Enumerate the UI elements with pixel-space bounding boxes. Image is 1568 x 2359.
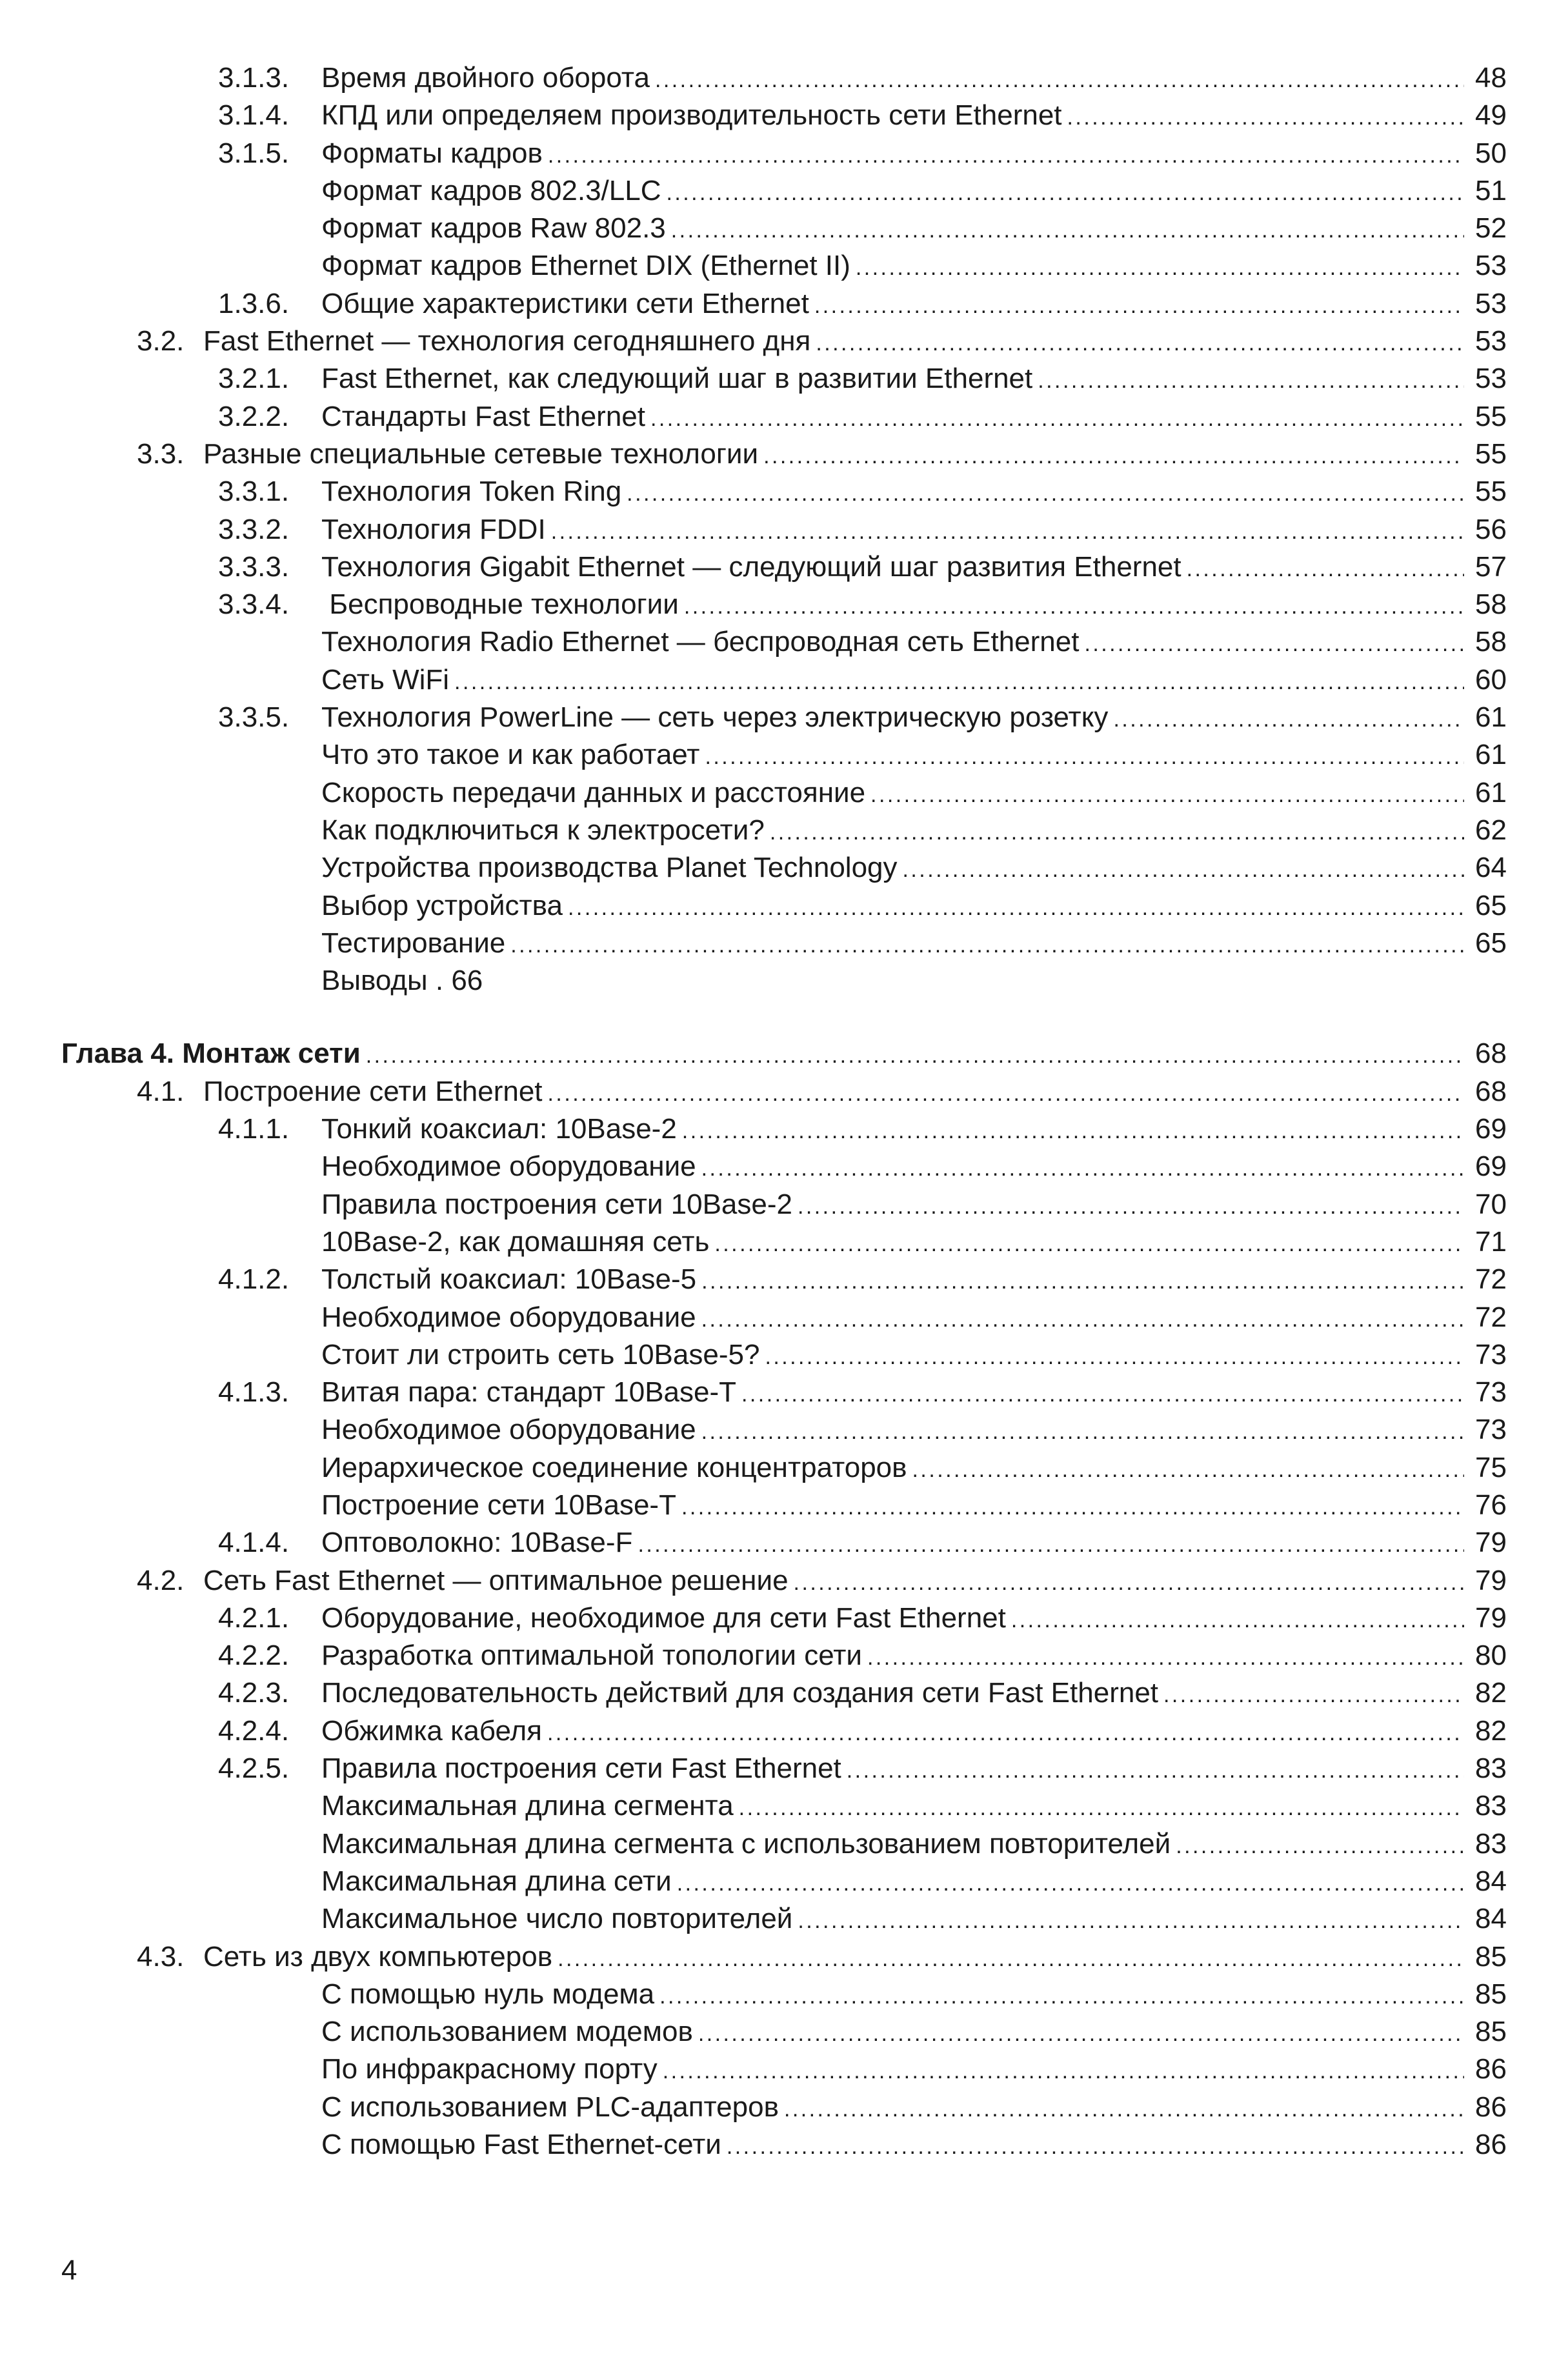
- toc-leader-dots: [568, 889, 1464, 927]
- toc-entry-title: Выбор устройства: [321, 889, 563, 921]
- toc-leader-dots: [798, 1188, 1464, 1225]
- toc-entry-page: 73: [1475, 1338, 1507, 1370]
- toc-entry[interactable]: [61, 849, 1507, 887]
- toc-leader-dots: [912, 1451, 1464, 1489]
- toc-entry-title: КПД или определяем производительность сети Ethernet: [321, 99, 1062, 132]
- toc-entry-title: Построение сети 10Base-T: [321, 1489, 676, 1521]
- toc-entry[interactable]: [61, 1299, 1507, 1336]
- toc-entry[interactable]: [61, 1674, 1507, 1712]
- toc-entry-page: 68: [1475, 1075, 1507, 1107]
- toc-leader-dots: [650, 400, 1464, 437]
- toc-leader-dots: [705, 738, 1464, 776]
- toc-leader-dots: [701, 1263, 1464, 1300]
- toc-entry[interactable]: [61, 360, 1507, 397]
- toc-entry-page: 62: [1475, 814, 1507, 846]
- toc-entry[interactable]: [61, 1110, 1507, 1148]
- toc-entry-title: По инфракрасному порту: [321, 2053, 658, 2085]
- toc-entry-page: 52: [1475, 212, 1507, 245]
- toc-entry-page: 75: [1475, 1451, 1507, 1483]
- toc-entry-title: Сеть Fast Ethernet — оптимальное решение: [203, 1564, 789, 1596]
- toc-leader-dots: [698, 2015, 1464, 2053]
- toc-leader-dots: [798, 1902, 1464, 1940]
- toc-leader-dots: [366, 1037, 1464, 1074]
- toc-leader-dots: [1067, 99, 1464, 136]
- toc-entry-page: 69: [1475, 1150, 1507, 1183]
- toc-entry-title: Оптоволокно: 10Base-F: [321, 1527, 633, 1559]
- toc-entry-number: 3.1.4.: [218, 99, 290, 132]
- toc-entry[interactable]: [61, 586, 1507, 623]
- toc-entry[interactable]: [61, 925, 1507, 962]
- toc-entry-page: 82: [1475, 1714, 1507, 1747]
- toc-leader-dots: [1187, 550, 1464, 588]
- toc-leader-dots: [1176, 1827, 1464, 1865]
- toc-entry-page: 53: [1475, 250, 1507, 282]
- toc-leader-dots: [1163, 1676, 1464, 1714]
- toc-entry-page: 83: [1475, 1790, 1507, 1822]
- toc-entry-title: Время двойного оборота: [321, 62, 650, 94]
- toc-entry-page: 83: [1475, 1752, 1507, 1785]
- toc-entry-number: 4.1.3.: [218, 1376, 290, 1409]
- toc-entry[interactable]: [61, 699, 1507, 736]
- toc-entry-title: 10Base-2, как домашняя сеть: [321, 1225, 710, 1258]
- toc-entry-number: 4.2.2.: [218, 1640, 290, 1672]
- toc-entry[interactable]: [61, 1863, 1507, 1900]
- toc-leader-dots: [666, 174, 1464, 212]
- toc-entry-number: 4.1.4.: [218, 1527, 290, 1559]
- toc-leader-dots: [663, 2053, 1464, 2090]
- toc-entry-number: 3.3.5.: [218, 701, 290, 734]
- toc-leader-dots: [684, 588, 1464, 625]
- toc-leader-dots: [867, 1639, 1464, 1676]
- toc-entry[interactable]: [61, 2013, 1507, 2051]
- toc-entry-page: 80: [1475, 1640, 1507, 1672]
- toc-leader-dots: [1113, 701, 1464, 738]
- toc-leader-dots: [1038, 362, 1464, 399]
- toc-entry-title: Формат кадров Ethernet DIX (Ethernet II): [321, 250, 850, 282]
- table-of-contents: [61, 59, 1507, 2163]
- toc-entry-number: 4.2.1.: [218, 1601, 290, 1634]
- toc-entry-title: Необходимое оборудование: [321, 1150, 696, 1183]
- toc-leader-dots: [677, 1865, 1464, 1902]
- toc-entry[interactable]: [61, 774, 1507, 812]
- toc-entry-title: Правила построения сети 10Base-2: [321, 1188, 792, 1220]
- toc-entry-title: Как подключиться к электросети?: [321, 814, 765, 846]
- toc-entry[interactable]: [61, 548, 1507, 586]
- toc-entry-number: 4.2.5.: [218, 1752, 290, 1785]
- toc-entry[interactable]: [61, 736, 1507, 774]
- toc-entry-number: 4.1.2.: [218, 1263, 290, 1296]
- toc-entry-page: 84: [1475, 1865, 1507, 1897]
- toc-entry[interactable]: [61, 2089, 1507, 2126]
- toc-entry-title: Правила построения сети Fast Ethernet: [321, 1752, 841, 1785]
- toc-entry[interactable]: [61, 623, 1507, 661]
- toc-leader-dots: [794, 1564, 1464, 1601]
- toc-entry[interactable]: [61, 1449, 1507, 1487]
- toc-entry-title: Формат кадров Raw 802.3: [321, 212, 666, 245]
- toc-leader-dots: [682, 1112, 1464, 1150]
- toc-entry-page: 64: [1475, 852, 1507, 884]
- toc-entry-page: 79: [1475, 1601, 1507, 1634]
- toc-entry-page: 71: [1475, 1225, 1507, 1258]
- toc-entry-page: 48: [1475, 62, 1507, 94]
- toc-entry-page: 61: [1475, 739, 1507, 771]
- toc-entry-number: 3.3.4.: [218, 588, 290, 621]
- toc-entry-number: 3.1.5.: [218, 137, 290, 169]
- toc-entry[interactable]: [61, 135, 1507, 172]
- toc-entry-page: 53: [1475, 363, 1507, 395]
- toc-entry-page: 83: [1475, 1827, 1507, 1860]
- toc-entry-title: Разные специальные сетевые технологии: [203, 437, 759, 470]
- toc-entry-page: 70: [1475, 1188, 1507, 1220]
- toc-entry[interactable]: [61, 1637, 1507, 1674]
- toc-entry-page: 76: [1475, 1489, 1507, 1521]
- toc-entry-title: Максимальная длина сегмента: [321, 1790, 734, 1822]
- toc-entry-title: Технология Radio Ethernet — беспроводная сеть Ethernet: [321, 626, 1080, 658]
- toc-leader-dots: [816, 325, 1464, 362]
- toc-leader-dots: [784, 2091, 1464, 2128]
- toc-entry-title: Беспроводные технологии: [321, 588, 679, 621]
- toc-leader-dots: [551, 513, 1464, 550]
- toc-leader-dots: [741, 1376, 1464, 1413]
- toc-entry[interactable]: [61, 210, 1507, 247]
- toc-entry[interactable]: [61, 1825, 1507, 1863]
- toc-entry-number: 3.3.1.: [218, 476, 290, 508]
- toc-leader-dots: [763, 437, 1464, 475]
- toc-entry-title: Выводы . 66: [321, 965, 483, 997]
- toc-entry-title: Сеть WiFi: [321, 663, 450, 696]
- toc-entry[interactable]: [61, 285, 1507, 323]
- toc-leader-dots: [714, 1225, 1464, 1263]
- toc-entry[interactable]: [61, 812, 1507, 849]
- toc-entry-title: С использованием модемов: [321, 2016, 693, 2048]
- toc-entry[interactable]: [61, 323, 1507, 360]
- toc-entry-page: 60: [1475, 663, 1507, 696]
- toc-entry-title: Иерархическое соединение концентраторов: [321, 1451, 907, 1483]
- toc-entry[interactable]: [61, 1562, 1507, 1600]
- toc-entry-title: Сеть из двух компьютеров: [203, 1940, 553, 1973]
- toc-entry-page: 53: [1475, 325, 1507, 357]
- toc-entry-title: Разработка оптимальной топологии сети: [321, 1640, 862, 1672]
- toc-leader-dots: [814, 287, 1464, 325]
- toc-entry[interactable]: [61, 59, 1507, 97]
- toc-entry-title: Глава 4. Монтаж сети: [61, 1038, 361, 1070]
- toc-entry-title: Скорость передачи данных и расстояние: [321, 776, 866, 808]
- toc-entry-title: Построение сети Ethernet: [203, 1075, 543, 1107]
- toc-entry[interactable]: [61, 1411, 1507, 1449]
- page-number: 4: [61, 2254, 77, 2286]
- toc-entry[interactable]: [61, 1900, 1507, 1938]
- toc-entry-page: 55: [1475, 437, 1507, 470]
- toc-entry[interactable]: [61, 1261, 1507, 1298]
- toc-entry-page: 65: [1475, 889, 1507, 921]
- toc-entry-page: 85: [1475, 1978, 1507, 2010]
- toc-entry-number: 3.1.3.: [218, 62, 290, 94]
- toc-entry-number: 3.2.1.: [218, 363, 290, 395]
- toc-entry-page: 61: [1475, 701, 1507, 734]
- toc-entry-number: 3.2.2.: [218, 400, 290, 432]
- toc-entry[interactable]: [61, 2051, 1507, 2088]
- toc-entry[interactable]: [61, 1073, 1507, 1110]
- toc-leader-dots: [701, 1413, 1464, 1451]
- toc-entry-title: Технология FDDI: [321, 513, 546, 545]
- toc-entry[interactable]: [61, 1712, 1507, 1750]
- toc-entry-page: 82: [1475, 1677, 1507, 1709]
- toc-entry[interactable]: [61, 1938, 1507, 1976]
- toc-entry-title: Оборудование, необходимое для сети Fast Ethernet: [321, 1601, 1006, 1634]
- toc-entry[interactable]: [61, 436, 1507, 473]
- toc-entry-page: 84: [1475, 1903, 1507, 1935]
- toc-entry-page: 49: [1475, 99, 1507, 132]
- toc-leader-dots: [510, 927, 1464, 964]
- toc-leader-dots: [870, 776, 1464, 814]
- toc-entry-page: 51: [1475, 174, 1507, 206]
- toc-entry-title: Необходимое оборудование: [321, 1414, 696, 1446]
- toc-entry[interactable]: [61, 511, 1507, 548]
- toc-entry[interactable]: [61, 661, 1507, 699]
- toc-entry-page: 65: [1475, 927, 1507, 959]
- toc-leader-dots: [627, 475, 1464, 512]
- toc-entry-page: 55: [1475, 476, 1507, 508]
- toc-entry[interactable]: [61, 1976, 1507, 2013]
- toc-entry-number: 3.3.2.: [218, 513, 290, 545]
- toc-leader-dots: [547, 1714, 1464, 1752]
- toc-leader-dots: [1084, 625, 1464, 663]
- toc-entry-title: С помощью Fast Ethernet-сети: [321, 2129, 721, 2161]
- toc-entry[interactable]: [61, 1524, 1507, 1561]
- toc-entry-number: 3.3.: [137, 437, 185, 470]
- toc-entry[interactable]: [61, 1148, 1507, 1185]
- toc-entry-title: Технология Gigabit Ethernet — следующий шаг развития Ethernet: [321, 550, 1181, 583]
- toc-leader-dots: [727, 2128, 1464, 2165]
- toc-leader-dots: [681, 1489, 1464, 1526]
- toc-leader-dots: [701, 1150, 1464, 1187]
- toc-entry-page: 85: [1475, 1940, 1507, 1973]
- toc-entry-title: Технология Token Ring: [321, 476, 622, 508]
- toc-entry-page: 85: [1475, 2016, 1507, 2048]
- toc-entry-number: 3.3.3.: [218, 550, 290, 583]
- toc-leader-dots: [765, 1338, 1464, 1376]
- toc-entry-title: Максимальная длина сегмента с использованием повторителей: [321, 1827, 1171, 1860]
- toc-entry[interactable]: [61, 1750, 1507, 1787]
- toc-entry-page: 53: [1475, 287, 1507, 319]
- toc-entry[interactable]: [61, 172, 1507, 210]
- toc-leader-dots: [1011, 1601, 1464, 1639]
- toc-entry-page: 79: [1475, 1564, 1507, 1596]
- toc-entry-number: 1.3.6.: [218, 287, 290, 319]
- toc-entry[interactable]: [61, 1223, 1507, 1261]
- toc-entry-number: 4.2.3.: [218, 1677, 290, 1709]
- toc-entry-page: 79: [1475, 1527, 1507, 1559]
- toc-leader-dots: [558, 1940, 1464, 1978]
- toc-entry[interactable]: [61, 398, 1507, 436]
- toc-entry[interactable]: [61, 247, 1507, 285]
- toc-entry-page: 61: [1475, 776, 1507, 808]
- toc-entry-title: Технология PowerLine — сеть через электрическую розетку: [321, 701, 1109, 734]
- toc-entry[interactable]: [61, 473, 1507, 510]
- toc-entry-page: 72: [1475, 1301, 1507, 1333]
- toc-entry-title: Витая пара: стандарт 10Base-T: [321, 1376, 737, 1409]
- toc-entry-page: 69: [1475, 1113, 1507, 1145]
- toc-entry-page: 50: [1475, 137, 1507, 169]
- toc-leader-dots: [739, 1789, 1464, 1827]
- toc-entry[interactable]: [61, 962, 1507, 999]
- toc-entry-page: 68: [1475, 1038, 1507, 1070]
- toc-entry-title: Обжимка кабеля: [321, 1714, 543, 1747]
- toc-chapter-entry[interactable]: [61, 1035, 1507, 1072]
- toc-entry[interactable]: [61, 1186, 1507, 1223]
- toc-entry-page: 86: [1475, 2053, 1507, 2085]
- toc-entry[interactable]: [61, 2126, 1507, 2163]
- toc-entry-title: Необходимое оборудование: [321, 1301, 696, 1333]
- toc-leader-dots: [655, 61, 1464, 99]
- toc-leader-dots: [454, 663, 1464, 701]
- toc-leader-dots: [671, 212, 1464, 249]
- toc-entry-page: 72: [1475, 1263, 1507, 1296]
- toc-entry[interactable]: [61, 1600, 1507, 1637]
- toc-entry[interactable]: [61, 1374, 1507, 1411]
- toc-entry-title: С использованием PLC-адаптеров: [321, 2091, 779, 2123]
- toc-leader-dots: [856, 249, 1464, 286]
- toc-entry-number: 4.2.4.: [218, 1714, 290, 1747]
- toc-entry-title: Форматы кадров: [321, 137, 543, 169]
- toc-entry-page: 57: [1475, 550, 1507, 583]
- toc-entry-title: Что это такое и как работает: [321, 739, 700, 771]
- toc-entry-title: Максимальное число повторителей: [321, 1903, 793, 1935]
- toc-entry[interactable]: [61, 1336, 1507, 1374]
- toc-entry-number: 4.2.: [137, 1564, 185, 1596]
- toc-leader-dots: [701, 1301, 1464, 1338]
- toc-entry-title: Последовательность действий для создания сети Fast Ethernet: [321, 1677, 1159, 1709]
- toc-entry-title: Fast Ethernet, как следующий шаг в развитии Ethernet: [321, 363, 1033, 395]
- toc-leader-dots: [770, 814, 1464, 851]
- toc-entry-page: 58: [1475, 626, 1507, 658]
- toc-entry[interactable]: [61, 1787, 1507, 1825]
- toc-entry-title: Максимальная длина сети: [321, 1865, 672, 1897]
- toc-leader-dots: [548, 137, 1464, 174]
- toc-entry-number: 4.3.: [137, 1940, 185, 1973]
- toc-entry-title: Стоит ли строить сеть 10Base-5?: [321, 1338, 760, 1370]
- toc-entry-number: 4.1.: [137, 1075, 185, 1107]
- toc-gap: [61, 999, 1507, 1035]
- toc-leader-dots: [548, 1075, 1464, 1112]
- toc-entry-page: 55: [1475, 400, 1507, 432]
- toc-entry-page: 86: [1475, 2129, 1507, 2161]
- toc-entry-page: 58: [1475, 588, 1507, 621]
- toc-entry-title: Устройства производства Planet Technology: [321, 852, 898, 884]
- toc-entry-title: Толстый коаксиал: 10Base-5: [321, 1263, 697, 1296]
- toc-entry-title: Формат кадров 802.3/LLC: [321, 174, 661, 206]
- toc-entry[interactable]: [61, 887, 1507, 925]
- toc-entry[interactable]: [61, 97, 1507, 134]
- toc-entry-page: 56: [1475, 513, 1507, 545]
- toc-leader-dots: [638, 1526, 1464, 1563]
- toc-entry-page: 73: [1475, 1376, 1507, 1409]
- toc-leader-dots: [847, 1752, 1464, 1789]
- toc-entry-page: 73: [1475, 1414, 1507, 1446]
- toc-entry-title: Стандарты Fast Ethernet: [321, 400, 645, 432]
- toc-entry-number: 3.2.: [137, 325, 185, 357]
- toc-entry-title: Тонкий коаксиал: 10Base-2: [321, 1113, 677, 1145]
- toc-leader-dots: [659, 1978, 1464, 2015]
- toc-entry-number: 4.1.1.: [218, 1113, 290, 1145]
- toc-entry-title: Тестирование: [321, 927, 506, 959]
- toc-entry-title: С помощью нуль модема: [321, 1978, 655, 2010]
- toc-entry-page: 86: [1475, 2091, 1507, 2123]
- toc-leader-dots: [903, 851, 1464, 888]
- toc-entry[interactable]: [61, 1487, 1507, 1524]
- toc-entry-title: Fast Ethernet — технология сегодняшнего дня: [203, 325, 811, 357]
- toc-entry-title: Общие характеристики сети Ethernet: [321, 287, 809, 319]
